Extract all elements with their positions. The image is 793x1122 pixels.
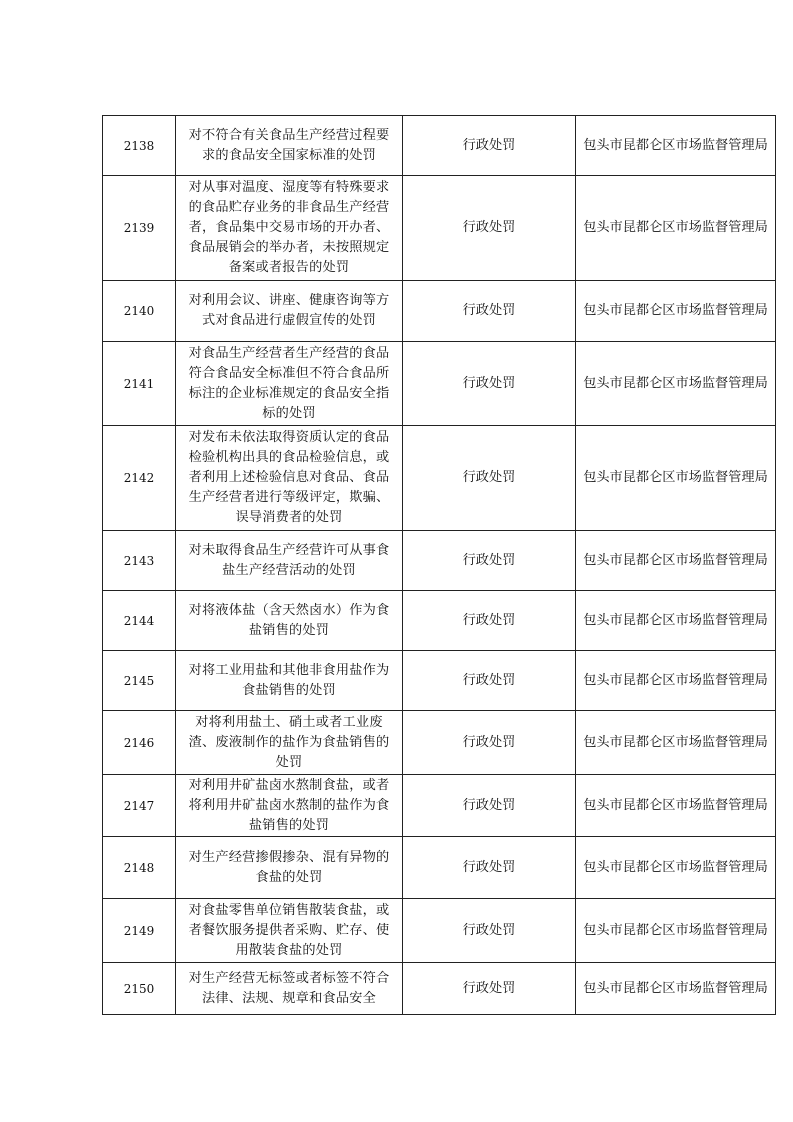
table-row (103, 426, 776, 531)
department: 包头市昆都仑区市场监督管理局 (576, 837, 776, 899)
table-row (103, 281, 776, 342)
row-number: 2141 (103, 342, 176, 426)
row-number: 2150 (103, 963, 176, 1015)
item-name: 对从事对温度、湿度等有特殊要求的食品贮存业务的非食品生产经营者，食品集中交易市场的开办者、食品展销会的举办者，未按照规定备案或者报告的处罚 (176, 176, 403, 281)
item-name: 对食品生产经营者生产经营的食品符合食品安全标准但不符合食品所标注的企业标准规定的食品安全指标的处罚 (176, 342, 403, 426)
item-category: 行政处罚 (403, 116, 576, 176)
department: 包头市昆都仑区市场监督管理局 (576, 963, 776, 1015)
row-number: 2149 (103, 899, 176, 963)
department: 包头市昆都仑区市场监督管理局 (576, 711, 776, 775)
table-row (103, 591, 776, 651)
item-category: 行政处罚 (403, 963, 576, 1015)
item-category: 行政处罚 (403, 711, 576, 775)
item-name: 对将利用盐土、硝土或者工业废渣、废液制作的盐作为食盐销售的处罚 (176, 711, 403, 775)
department: 包头市昆都仑区市场监督管理局 (576, 531, 776, 591)
table-row (103, 775, 776, 837)
department: 包头市昆都仑区市场监督管理局 (576, 651, 776, 711)
item-name: 对利用会议、讲座、健康咨询等方式对食品进行虚假宣传的处罚 (176, 281, 403, 342)
department: 包头市昆都仑区市场监督管理局 (576, 426, 776, 531)
table-row (103, 837, 776, 899)
item-category: 行政处罚 (403, 899, 576, 963)
table-row (103, 531, 776, 591)
row-number: 2148 (103, 837, 176, 899)
item-name: 对生产经营掺假掺杂、混有异物的食盐的处罚 (176, 837, 403, 899)
item-name: 对将工业用盐和其他非食用盐作为食盐销售的处罚 (176, 651, 403, 711)
item-category: 行政处罚 (403, 426, 576, 531)
table-row (103, 711, 776, 775)
item-category: 行政处罚 (403, 531, 576, 591)
table-row (103, 342, 776, 426)
item-name: 对利用井矿盐卤水熬制食盐，或者将利用井矿盐卤水熬制的盐作为食盐销售的处罚 (176, 775, 403, 837)
item-name: 对不符合有关食品生产经营过程要求的食品安全国家标准的处罚 (176, 116, 403, 176)
department: 包头市昆都仑区市场监督管理局 (576, 342, 776, 426)
item-category: 行政处罚 (403, 591, 576, 651)
row-number: 2139 (103, 176, 176, 281)
department: 包头市昆都仑区市场监督管理局 (576, 899, 776, 963)
row-number: 2140 (103, 281, 176, 342)
row-number: 2144 (103, 591, 176, 651)
item-category: 行政处罚 (403, 342, 576, 426)
row-number: 2145 (103, 651, 176, 711)
department: 包头市昆都仑区市场监督管理局 (576, 116, 776, 176)
row-number: 2143 (103, 531, 176, 591)
row-number: 2147 (103, 775, 176, 837)
department: 包头市昆都仑区市场监督管理局 (576, 591, 776, 651)
item-category: 行政处罚 (403, 176, 576, 281)
row-number: 2146 (103, 711, 176, 775)
table-row (103, 899, 776, 963)
item-name: 对未取得食品生产经营许可从事食盐生产经营活动的处罚 (176, 531, 403, 591)
item-category: 行政处罚 (403, 775, 576, 837)
table-row (103, 963, 776, 1015)
row-number: 2142 (103, 426, 176, 531)
department: 包头市昆都仑区市场监督管理局 (576, 775, 776, 837)
department: 包头市昆都仑区市场监督管理局 (576, 281, 776, 342)
item-name: 对生产经营无标签或者标签不符合法律、法规、规章和食品安全 (176, 963, 403, 1015)
power-list-table (102, 115, 776, 1015)
table-row (103, 176, 776, 281)
department: 包头市昆都仑区市场监督管理局 (576, 176, 776, 281)
table-row (103, 116, 776, 176)
item-category: 行政处罚 (403, 651, 576, 711)
item-name: 对食盐零售单位销售散装食盐，或者餐饮服务提供者采购、贮存、使用散装食盐的处罚 (176, 899, 403, 963)
item-name: 对发布未依法取得资质认定的食品检验机构出具的食品检验信息，或者利用上述检验信息对食品、食品生产经营者进行等级评定，欺骗、误导消费者的处罚 (176, 426, 403, 531)
item-name: 对将液体盐（含天然卤水）作为食盐销售的处罚 (176, 591, 403, 651)
row-number: 2138 (103, 116, 176, 176)
item-category: 行政处罚 (403, 281, 576, 342)
table-row (103, 651, 776, 711)
item-category: 行政处罚 (403, 837, 576, 899)
